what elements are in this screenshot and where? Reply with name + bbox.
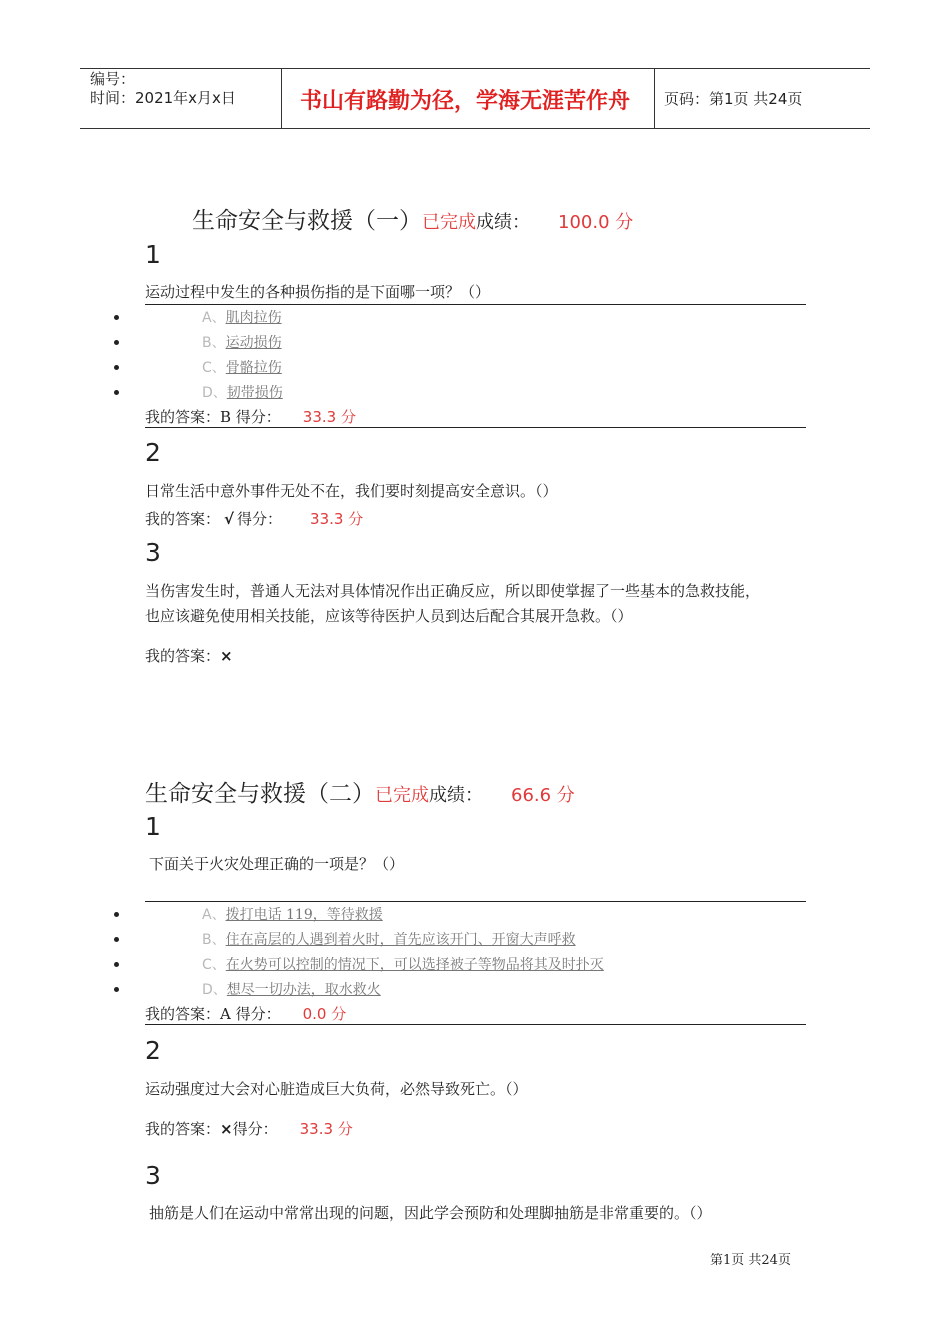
bullet	[114, 315, 119, 320]
bullet	[114, 365, 119, 370]
question-number: 3	[145, 538, 161, 567]
bullet	[114, 962, 119, 967]
bullet	[114, 937, 119, 942]
option-text[interactable]: 运动损伤	[225, 335, 282, 351]
section-title-text: 生命安全与救援（一）	[192, 208, 422, 234]
question-text-line: 当伤害发生时，普通人无法对具体情况作出正确反应，所以即使掌握了一些基本的急救技能，	[145, 582, 761, 600]
divider	[145, 304, 806, 305]
header-motto: 书山有路勤为径，学海无涯苦作舟	[300, 89, 631, 114]
option-d[interactable]: D、韧带损伤	[202, 385, 283, 401]
section-status: 已完成	[375, 785, 429, 806]
cross-icon: ×	[220, 647, 233, 665]
question-text: 抽筋是人们在运动中常常出现的问题，因此学会预防和处理脚抽筋是非常重要的。（）	[149, 1204, 712, 1222]
answer-score: 33.3 分	[302, 408, 356, 426]
answer-score: 33.3 分	[299, 1120, 353, 1138]
bullet	[114, 340, 119, 345]
section-title-text: 生命安全与救援（二）	[145, 781, 375, 807]
section-score: 66.6 分	[511, 785, 575, 806]
answer-line	[145, 406, 356, 427]
answer-label: 我的答案：B 得分：	[145, 408, 281, 426]
answer-score: 0.0 分	[302, 1005, 347, 1023]
answer-line	[145, 508, 363, 529]
answer-label: 我的答案：A 得分：	[145, 1005, 281, 1023]
score-label: 得分：	[237, 510, 283, 528]
option-a[interactable]: A、拨打电话 119，等待救援	[202, 907, 383, 923]
header-number: 编号：	[90, 70, 136, 88]
option-d[interactable]: D、想尽一切办法，取水救火	[202, 982, 381, 998]
option-text[interactable]: 拨打电话 119，等待救援	[225, 907, 383, 923]
section-title	[145, 775, 575, 808]
question-number: 2	[145, 1036, 161, 1065]
section-title	[192, 202, 633, 235]
question-number: 1	[145, 812, 161, 841]
option-text[interactable]: 住在高层的人遇到着火时，首先应该开门、开窗大声呼救	[225, 932, 576, 948]
question-number: 3	[145, 1161, 161, 1190]
option-text[interactable]: 想尽一切办法，取水救火	[226, 982, 381, 998]
question-text: 运动过程中发生的各种损伤指的是下面哪一项？（）	[145, 283, 491, 301]
header-page-code: 页码：第1页 共24页	[664, 90, 803, 108]
question-text-line: 也应该避免使用相关技能，应该等待医护人员到达后配合其展开急救。（）	[145, 607, 633, 625]
option-b[interactable]: B、运动损伤	[202, 335, 282, 351]
answer-line	[145, 1003, 346, 1024]
header-bottom-rule	[80, 128, 870, 129]
check-icon: √	[224, 510, 235, 528]
answer-label: 我的答案：	[145, 1120, 221, 1138]
bullet	[114, 987, 119, 992]
question-text: 下面关于火灾处理正确的一项是？（）	[149, 855, 405, 873]
divider	[145, 1024, 806, 1025]
header-divider	[654, 68, 655, 129]
answer-score: 33.3 分	[310, 510, 364, 528]
section-score-label: 成绩：	[476, 212, 530, 233]
option-b[interactable]: B、住在高层的人遇到着火时，首先应该开门、开窗大声呼救	[202, 932, 576, 948]
divider	[145, 427, 806, 428]
question-number: 2	[145, 438, 161, 467]
header-time: 时间：2021年x月x日	[90, 89, 236, 107]
divider	[145, 901, 806, 902]
answer-line	[145, 1118, 353, 1139]
question-text: 运动强度过大会对心脏造成巨大负荷，必然导致死亡。（）	[145, 1080, 528, 1098]
option-text[interactable]: 韧带损伤	[226, 385, 283, 401]
answer-line	[145, 645, 233, 666]
option-a[interactable]: A、肌肉拉伤	[202, 310, 282, 326]
section-score: 100.0 分	[558, 212, 634, 233]
question-text: 日常生活中意外事件无处不在，我们要时刻提高安全意识。（）	[145, 482, 558, 500]
section-status: 已完成	[422, 212, 476, 233]
answer-label: 我的答案：	[145, 510, 221, 528]
option-text[interactable]: 在火势可以控制的情况下，可以选择被子等物品将其及时扑灭	[225, 957, 604, 973]
section-score-label: 成绩：	[429, 785, 483, 806]
option-c[interactable]: C、骨骼拉伤	[202, 360, 282, 376]
header-meta	[90, 70, 236, 108]
bullet	[114, 912, 119, 917]
header-top-rule	[80, 68, 870, 69]
cross-icon: ×	[220, 1120, 233, 1138]
answer-label: 我的答案：	[145, 647, 221, 665]
bullet	[114, 390, 119, 395]
page-footer: 第1页 共24页	[710, 1253, 791, 1268]
option-text[interactable]: 骨骼拉伤	[225, 360, 282, 376]
option-c[interactable]: C、在火势可以控制的情况下，可以选择被子等物品将其及时扑灭	[202, 957, 604, 973]
question-number: 1	[145, 240, 161, 269]
question-text	[145, 579, 760, 629]
header-divider	[281, 68, 282, 129]
option-text[interactable]: 肌肉拉伤	[225, 310, 282, 326]
score-label: 得分：	[232, 1120, 278, 1138]
